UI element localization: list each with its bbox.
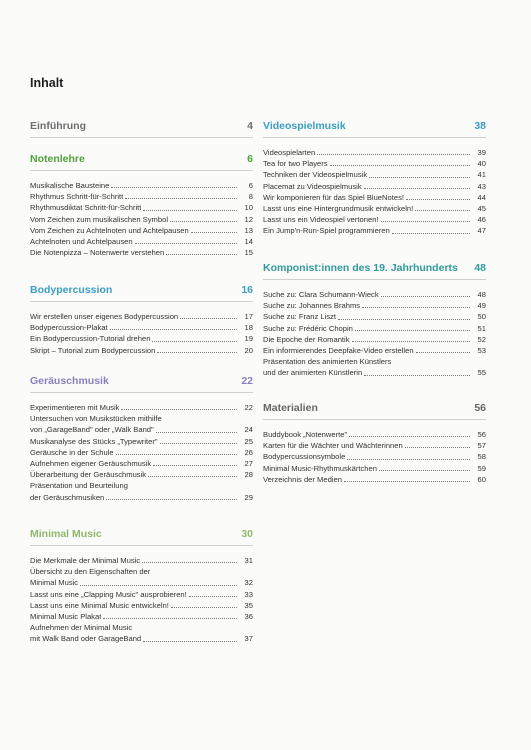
toc-entry-title: Experimentieren mit Musik	[30, 403, 120, 412]
dot-leader	[143, 210, 237, 211]
toc-entry-page: 37	[244, 634, 253, 644]
toc-entry-page: 22	[244, 403, 253, 412]
dot-leader	[148, 476, 237, 477]
toc-entry[interactable]	[30, 458, 253, 469]
toc-entry[interactable]	[30, 311, 253, 322]
section-materialien	[263, 402, 486, 485]
toc-entry-title: Minimal Music	[30, 578, 79, 588]
dot-leader	[157, 352, 237, 353]
section-page: 48	[474, 262, 486, 274]
dot-leader	[352, 341, 470, 342]
toc-entry-page: 27	[244, 459, 253, 469]
toc-entry-page: 40	[477, 159, 486, 169]
section-title: Komponist:innen des 19. Jahrhunderts	[263, 262, 458, 274]
toc-entry-title: Suche zu: Franz Liszt	[263, 312, 337, 322]
section-page: 16	[241, 284, 253, 296]
section-heading[interactable]	[30, 153, 253, 171]
toc-entry-title: Minimal Music Plakat	[30, 612, 102, 622]
toc-entry-page: 55	[477, 368, 486, 378]
toc-entry-page: 50	[477, 312, 486, 322]
toc-entry-title: Aufnehmen eigener Geräuschmusik	[30, 459, 152, 469]
dot-leader	[152, 341, 237, 342]
toc-entry[interactable]	[30, 402, 253, 413]
dot-leader	[364, 375, 470, 376]
toc-entry-title: Übersicht zu den Eigenschaften der	[30, 567, 151, 577]
dot-leader	[180, 318, 237, 319]
toc-entry-title: Präsentation und Beurteilung	[30, 481, 128, 491]
toc-entry-page: 35	[244, 600, 253, 610]
toc-entry[interactable]	[30, 447, 253, 458]
toc-entry-title: Vom Zeichen zu Achtelnoten und Achtelpausen	[30, 225, 189, 235]
toc-entry[interactable]	[30, 214, 253, 225]
dot-leader	[143, 641, 237, 642]
toc-entry-page: 26	[244, 447, 253, 457]
toc-entry-title: Überarbeitung der Geräuschmusik	[30, 470, 147, 480]
toc-entry[interactable]	[30, 589, 253, 600]
toc-entry-title: Bodypercussion-Plakat	[30, 323, 108, 333]
dot-leader	[106, 499, 237, 500]
toc-entry[interactable]	[263, 169, 486, 180]
toc-entry-title: Rhythmusdiktat Schritt-für-Schritt	[30, 203, 142, 213]
toc-entry-page: 49	[477, 301, 486, 311]
toc-entry-title: und der animierten Künstlerin	[263, 368, 363, 378]
section-einfuehrung	[30, 120, 253, 138]
section-heading[interactable]	[30, 528, 253, 546]
dot-leader	[369, 177, 470, 178]
section-heading[interactable]	[30, 120, 253, 138]
dot-leader	[349, 436, 470, 437]
dot-leader	[142, 562, 237, 563]
section-videospielmusik	[263, 120, 486, 237]
toc-entry-title: Geräusche in der Schule	[30, 447, 114, 457]
toc-entry[interactable]	[30, 424, 253, 435]
toc-entry[interactable]	[30, 333, 253, 344]
toc-entry-page: 19	[244, 334, 253, 344]
toc-entry-title: Suche zu: Clara Schumann-Wieck	[263, 290, 379, 299]
toc-entry[interactable]	[263, 474, 486, 485]
toc-entry-title: Rhythmus Schritt-für-Schritt	[30, 192, 124, 202]
toc-entry[interactable]	[30, 633, 253, 644]
toc-entry-title: Ein Jump'n-Run-Spiel programmieren	[263, 226, 390, 236]
toc-entry-title: Die Epoche der Romantik	[263, 334, 350, 344]
toc-entry-page: 56	[477, 430, 486, 439]
toc-entry-title: Placemat zu Videospielmusik	[263, 181, 362, 191]
toc-entry-title: von „GarageBand" oder „Walk Band"	[30, 425, 154, 435]
toc-entry-page: 45	[477, 204, 486, 214]
section-title: Minimal Music	[30, 528, 102, 540]
dot-leader	[344, 481, 470, 482]
toc-entry-page: 15	[244, 248, 253, 258]
dot-leader	[381, 221, 470, 222]
toc-entry[interactable]	[263, 289, 486, 300]
entry-list	[30, 555, 253, 645]
toc-entry-title: Die Merkmale der Minimal Music	[30, 556, 141, 565]
toc-entry[interactable]	[30, 555, 253, 566]
dot-leader	[110, 329, 237, 330]
toc-entry-page: 17	[244, 312, 253, 321]
toc-entry-page: 60	[477, 474, 486, 484]
toc-entry[interactable]	[30, 191, 253, 202]
toc-entry-title: Karten für die Wächter und Wächterinnen	[263, 441, 403, 451]
dot-leader	[362, 307, 470, 308]
toc-entry-page: 58	[477, 452, 486, 462]
toc-entry-page: 14	[244, 237, 253, 247]
toc-entry-page: 44	[477, 192, 486, 202]
toc-entry-title: Lasst uns ein Videospiel vertonen!	[263, 215, 379, 225]
toc-entry-page: 31	[244, 556, 253, 565]
section-page: 22	[241, 375, 253, 387]
dot-leader	[170, 221, 237, 222]
dot-leader	[166, 254, 237, 255]
toc-entry-title: Ein Bodypercussion-Tutorial drehen	[30, 334, 151, 344]
entry-list	[263, 429, 486, 485]
toc-entry[interactable]	[263, 147, 486, 158]
dot-leader	[364, 188, 470, 189]
dot-leader	[379, 470, 470, 471]
section-page: 4	[247, 120, 253, 132]
dot-leader	[153, 465, 237, 466]
toc-entry[interactable]	[30, 600, 253, 611]
section-heading[interactable]	[30, 375, 253, 393]
toc-entry-title: Achtelnoten und Achtelpausen	[30, 237, 133, 247]
section-notenlehre	[30, 153, 253, 258]
dot-leader	[156, 432, 237, 433]
toc-entry[interactable]	[263, 356, 486, 367]
dot-leader	[103, 618, 237, 619]
toc-entry-title: Verzeichnis der Medien	[263, 474, 342, 484]
toc-entry-page: 33	[244, 589, 253, 599]
toc-entry[interactable]	[30, 180, 253, 191]
section-heading[interactable]	[263, 262, 486, 280]
toc-entry-title: Untersuchen von Musikstücken mithilfe	[30, 414, 162, 424]
toc-entry-page: 18	[244, 323, 253, 333]
toc-entry-title: der Geräuschmusiken	[30, 492, 105, 502]
dot-leader	[191, 232, 237, 233]
entry-list	[30, 402, 253, 503]
page-title: Inhalt	[30, 76, 64, 90]
toc-entry-title: Ein informierendes Deepfake-Video erstellen	[263, 346, 414, 356]
section-heading[interactable]	[263, 120, 486, 138]
section-title: Einführung	[30, 120, 86, 132]
toc-entry-page: 28	[244, 470, 253, 480]
toc-entry-page: 47	[477, 226, 486, 236]
toc-entry-title: Skript – Tutorial zum Bodypercussion	[30, 345, 156, 355]
section-title: Videospielmusik	[263, 120, 346, 132]
toc-entry-title: Musikalische Bausteine	[30, 181, 110, 190]
dot-leader	[347, 459, 470, 460]
toc-entry-page: 43	[477, 181, 486, 191]
section-title: Bodypercussion	[30, 284, 113, 296]
toc-entry-title: Minimal Music-Rhythmuskärtchen	[263, 463, 377, 473]
dot-leader	[406, 199, 470, 200]
toc-entry-title: Musikanalyse des Stücks „Typewriter"	[30, 436, 158, 446]
toc-entry[interactable]	[263, 311, 486, 322]
section-page: 56	[474, 402, 486, 414]
dot-leader	[160, 443, 237, 444]
toc-entry-page: 25	[244, 436, 253, 446]
entry-list	[30, 180, 253, 258]
toc-entry-page: 41	[477, 170, 486, 180]
section-page: 6	[247, 153, 253, 165]
dot-leader	[405, 447, 470, 448]
toc-entry[interactable]	[263, 429, 486, 440]
toc-entry-page: 52	[477, 334, 486, 344]
toc-entry-page: 36	[244, 612, 253, 622]
toc-entry[interactable]	[30, 236, 253, 247]
dot-leader	[116, 454, 237, 455]
dot-leader	[416, 352, 470, 353]
toc-entry-title: mit Walk Band oder GarageBand	[30, 634, 142, 644]
toc-entry-title: Die Notenpizza – Notenwerte verstehen	[30, 248, 165, 258]
dot-leader	[330, 165, 470, 166]
toc-entry[interactable]	[263, 158, 486, 169]
section-heading[interactable]	[30, 284, 253, 302]
toc-entry-page: 53	[477, 346, 486, 356]
toc-entry-title: Vom Zeichen zum musikalischen Symbol	[30, 214, 169, 224]
toc-entry[interactable]	[30, 225, 253, 236]
section-minimal-music	[30, 528, 253, 645]
dot-leader	[381, 296, 470, 297]
entry-list	[263, 147, 486, 237]
toc-entry-title: Tea for two Players	[263, 159, 328, 169]
toc-entry-page: 10	[244, 203, 253, 213]
toc-entry-title: Videospielarten	[263, 148, 316, 157]
toc-entry[interactable]	[30, 345, 253, 356]
toc-entry-title: Bodypercussionsymbole	[263, 452, 346, 462]
toc-entry-title: Buddybook „Notenwerte"	[263, 430, 348, 439]
toc-entry[interactable]	[263, 440, 486, 451]
toc-entry-page: 12	[244, 214, 253, 224]
toc-entry[interactable]	[263, 300, 486, 311]
dot-leader	[338, 319, 470, 320]
toc-entry-title: Techniken der Videospielmusik	[263, 170, 368, 180]
section-bodypercussion	[30, 284, 253, 356]
toc-entry[interactable]	[263, 367, 486, 378]
toc-entry-page: 51	[477, 323, 486, 333]
toc-entry-page: 32	[244, 578, 253, 588]
toc-entry[interactable]	[30, 566, 253, 577]
toc-entry[interactable]	[263, 181, 486, 192]
section-page: 38	[474, 120, 486, 132]
toc-entry[interactable]	[263, 214, 486, 225]
dot-leader	[135, 243, 237, 244]
toc-entry[interactable]	[263, 203, 486, 214]
toc-entry[interactable]	[263, 451, 486, 462]
toc-entry[interactable]	[263, 323, 486, 334]
toc-entry-page: 29	[244, 492, 253, 502]
toc-entry[interactable]	[30, 622, 253, 633]
toc-entry-page: 24	[244, 425, 253, 435]
dot-leader	[415, 210, 470, 211]
toc-entry[interactable]	[30, 202, 253, 213]
toc-entry[interactable]	[30, 247, 253, 258]
dot-leader	[121, 409, 237, 410]
section-title: Notenlehre	[30, 153, 85, 165]
dot-leader	[355, 330, 470, 331]
section-title: Materialien	[263, 402, 318, 414]
dot-leader	[189, 596, 237, 597]
toc-entry-title: Wir erstellen unser eigenes Bodypercussion	[30, 312, 179, 321]
section-title: Geräuschmusik	[30, 375, 109, 387]
toc-entry-page: 46	[477, 215, 486, 225]
section-komponistinnen	[263, 262, 486, 379]
toc-entry-page: 57	[477, 441, 486, 451]
dot-leader	[171, 607, 237, 608]
toc-entry-page: 48	[477, 290, 486, 299]
dot-leader	[80, 585, 237, 586]
toc-entry-title: Wir komponieren für das Spiel BlueNotes!	[263, 192, 404, 202]
dot-leader	[111, 187, 237, 188]
toc-entry-page: 13	[244, 225, 253, 235]
toc-entry-page: 20	[244, 345, 253, 355]
toc-entry-page: 59	[477, 463, 486, 473]
section-geraeuschmusik	[30, 375, 253, 503]
entry-list	[263, 289, 486, 379]
toc-entry[interactable]	[30, 413, 253, 424]
toc-entry-title: Lasst uns eine „Clapping Music" ausprobieren!	[30, 589, 187, 599]
toc-entry[interactable]	[263, 192, 486, 203]
toc-entry-title: Aufnehmen der Minimal Music	[30, 623, 133, 633]
section-heading[interactable]	[263, 402, 486, 420]
toc-entry-page: 39	[477, 148, 486, 157]
toc-entry-title: Lasst uns eine Minimal Music entwickeln!	[30, 600, 169, 610]
toc-entry[interactable]	[30, 577, 253, 588]
dot-leader	[392, 233, 470, 234]
toc-entry-title: Lasst uns eine Hintergrundmusik entwickeln!	[263, 204, 414, 214]
dot-leader	[317, 154, 470, 155]
toc-entry[interactable]	[30, 611, 253, 622]
toc-entry-title: Präsentation des animierten Künstlers	[263, 357, 392, 367]
toc-entry-page: 8	[248, 192, 253, 202]
toc-entry[interactable]	[30, 322, 253, 333]
entry-list	[30, 311, 253, 356]
toc-entry[interactable]	[30, 436, 253, 447]
toc-entry[interactable]	[263, 463, 486, 474]
toc-entry[interactable]	[263, 334, 486, 345]
toc-entry-title: Suche zu: Frédéric Chopin	[263, 323, 353, 333]
toc-entry[interactable]	[263, 225, 486, 236]
toc-entry[interactable]	[30, 492, 253, 503]
toc-entry-page: 6	[248, 181, 253, 190]
section-page: 30	[241, 528, 253, 540]
toc-entry[interactable]	[263, 345, 486, 356]
toc-entry-title: Suche zu: Johannes Brahms	[263, 301, 361, 311]
toc-entry[interactable]	[30, 469, 253, 480]
toc-entry[interactable]	[30, 480, 253, 491]
dot-leader	[125, 198, 237, 199]
